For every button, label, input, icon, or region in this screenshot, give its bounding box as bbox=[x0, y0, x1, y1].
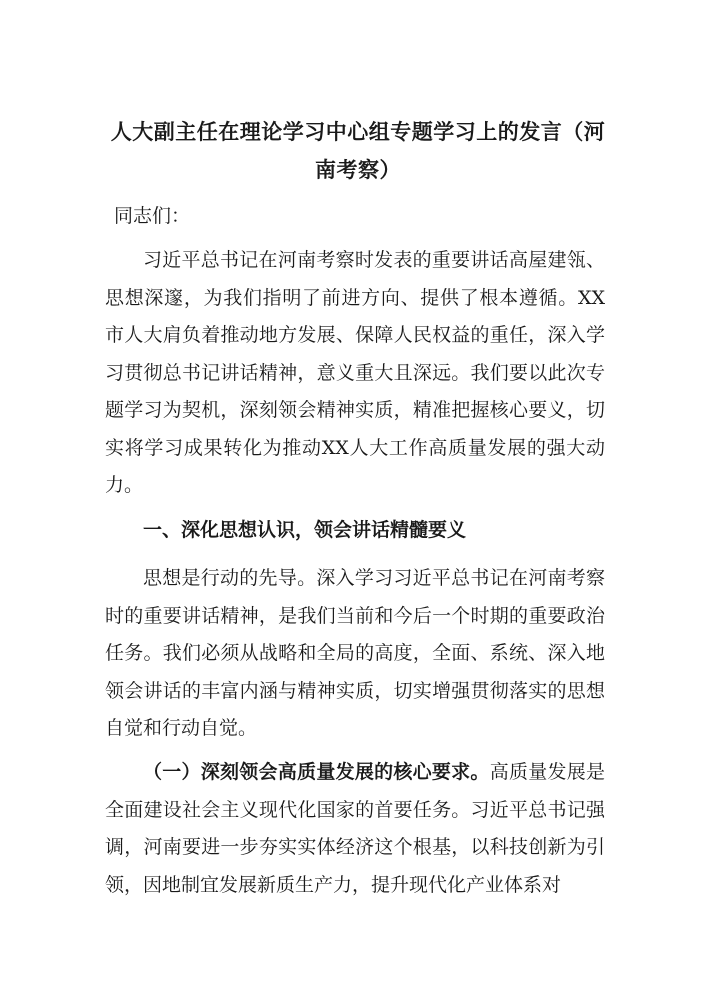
paragraph: 思想是行动的先导。深入学习习近平总书记在河南考察时的重要讲话精神，是我们当前和今后一个时期的重要政治任务。我们必须从战略和全局的高度，全面、系统、深入地领会讲话的丰富内涵与精神实质，切实增强贯彻落实的思想自觉和行动自觉。 bbox=[105, 567, 605, 739]
paragraph: 习近平总书记在河南考察时发表的重要讲话高屋建瓴、思想深邃，为我们指明了前进方向、提供了根本遵循。XX市人大肩负着推动地方发展、保障人民权益的重任，深入学习贯彻总书记讲话精神，意义重大且深远。我们要以此次专题学习为契机，深刻领会精神实质，精准把握核心要义，切实将学习成果转化为推动XX人大工作高质量发展的强大动力。 bbox=[105, 249, 605, 496]
greeting: 同志们： bbox=[114, 205, 191, 227]
document-title: 人大副主任在理论学习中心组专题学习上的发言（河南考察） bbox=[110, 119, 606, 182]
subsection-heading: （一）深刻领会高质量发展的核心要求。 bbox=[143, 761, 490, 783]
paragraph-body: 高质量发展是全面建设社会主义现代化国家的首要任务。习近平总书记强调，河南要进一步夯实实体经济这个根基，以科技创新为引领，因地制宜发展新质生产力，提升现代化产业体系对 bbox=[105, 761, 605, 896]
paragraph bbox=[105, 754, 605, 904]
section-heading: 一、深化思想认识，领会讲话精髓要义 bbox=[143, 519, 467, 541]
